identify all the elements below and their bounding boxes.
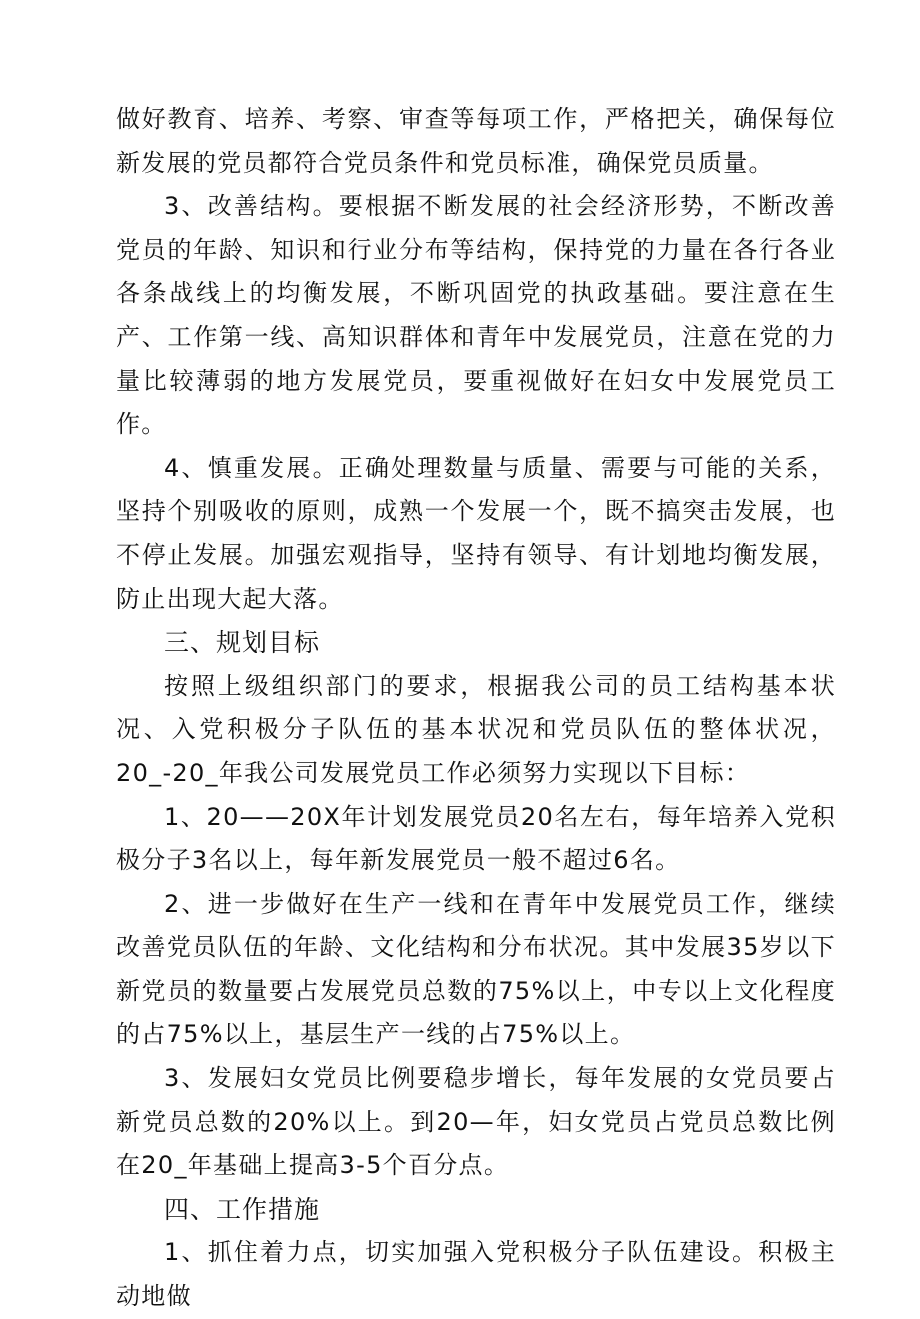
- paragraph-careful-development: 4、慎重发展。正确处理数量与质量、需要与可能的关系，坚持个别吸收的原则，成熟一个发展一个，既不搞突击发展，也不停止发展。加强宏观指导，坚持有领导、有计划地均衡发展，防止出现大起大落。: [116, 453, 836, 613]
- paragraph-continuation: 做好教育、培养、考察、审查等每项工作，严格把关，确保每位新发展的党员都符合党员条件和党员标准，确保党员质量。: [116, 105, 836, 177]
- paragraph-goal-2: 2、进一步做好在生产一线和在青年中发展党员工作，继续改善党员队伍的年龄、文化结构和分布状况。其中发展35岁以下新党员的数量要占发展党员总数的75%以上，中专以上文化程度的占75%以上，基层生产一线的占75%以上。: [116, 889, 836, 1049]
- paragraph-goals-intro: 按照上级组织部门的要求，根据我公司的员工结构基本状况、入党积极分子队伍的基本状况和党员队伍的整体状况，20_-20_年我公司发展党员工作必须努力实现以下目标：: [116, 671, 836, 787]
- paragraph-goal-3: 3、发展妇女党员比例要稳步增长，每年发展的女党员要占新党员总数的20%以上。到20—年，妇女党员占党员总数比例在20_年基础上提高3-5个百分点。: [116, 1064, 836, 1180]
- section-heading-planning-goals: 三、规划目标: [164, 628, 321, 658]
- paragraph-measure-1: 1、抓住着力点，切实加强入党积极分子队伍建设。积极主动地做: [116, 1238, 836, 1311]
- document-body: [116, 98, 836, 1319]
- section-heading-work-measures: 四、工作措施: [164, 1194, 321, 1224]
- paragraph-goal-1: 1、20——20X年计划发展党员20名左右，每年培养入党积极分子3名以上，每年新发展党员一般不超过6名。: [116, 802, 836, 875]
- paragraph-improve-structure: 3、改善结构。要根据不断发展的社会经济形势，不断改善党员的年龄、知识和行业分布等结构，保持党的力量在各行各业各条战线上的均衡发展，不断巩固党的执政基础。要注意在生产、工作第一线、高知识群体和青年中发展党员，注意在党的力量比较薄弱的地方发展党员，要重视做好在妇女中发展党员工作。: [116, 192, 836, 439]
